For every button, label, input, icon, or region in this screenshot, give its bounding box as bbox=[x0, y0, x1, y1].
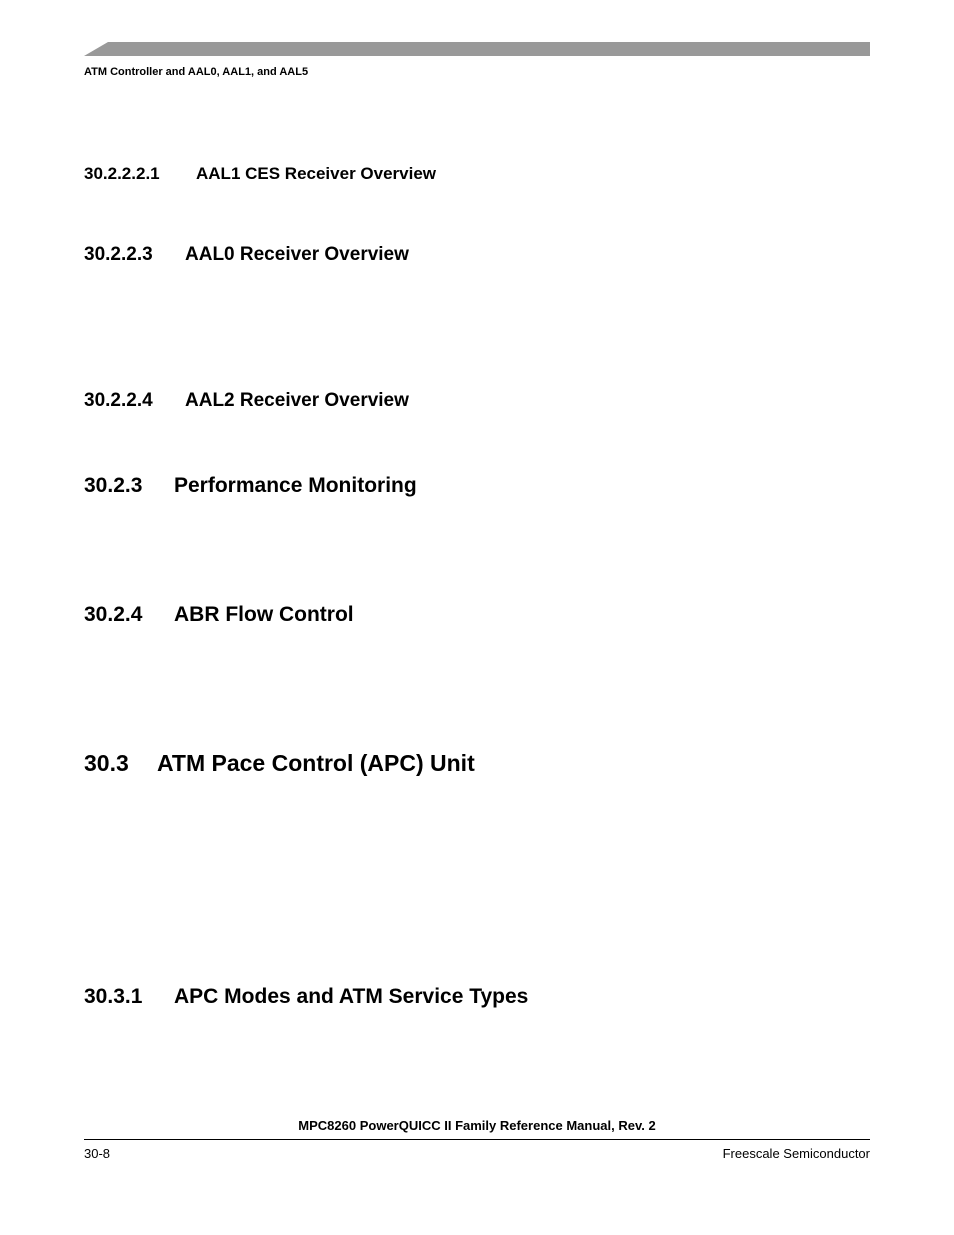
section-number: 30.2.3 bbox=[84, 474, 143, 497]
section-title: ATM Pace Control (APC) Unit bbox=[157, 750, 475, 776]
running-header: ATM Controller and AAL0, AAL1, and AAL5 bbox=[84, 66, 309, 78]
section-heading bbox=[84, 390, 409, 412]
section-title: AAL1 CES Receiver Overview bbox=[196, 164, 437, 183]
section-heading bbox=[84, 474, 417, 498]
section-heading bbox=[84, 164, 436, 184]
section-title: AAL2 Receiver Overview bbox=[185, 390, 409, 411]
chapter-section-heading bbox=[84, 750, 475, 777]
section-title: APC Modes and ATM Service Types bbox=[174, 985, 529, 1008]
publisher-name: Freescale Semiconductor bbox=[722, 1146, 870, 1161]
section-title: Performance Monitoring bbox=[174, 474, 417, 497]
footer-manual-title: MPC8260 PowerQUICC II Family Reference Manual, Rev. 2 bbox=[298, 1118, 656, 1133]
section-number: 30.2.2.3 bbox=[84, 244, 153, 265]
footer-divider bbox=[84, 1139, 870, 1140]
section-heading bbox=[84, 244, 409, 266]
section-title: ABR Flow Control bbox=[174, 603, 354, 626]
section-title: AAL0 Receiver Overview bbox=[185, 244, 409, 265]
section-heading bbox=[84, 603, 354, 627]
page-number: 30-8 bbox=[84, 1146, 111, 1161]
section-number: 30.2.2.2.1 bbox=[84, 164, 160, 183]
section-number: 30.2.2.4 bbox=[84, 390, 153, 411]
section-number: 30.3 bbox=[84, 750, 129, 776]
section-number: 30.2.4 bbox=[84, 603, 143, 626]
header-bar bbox=[84, 42, 870, 56]
section-number: 30.3.1 bbox=[84, 985, 143, 1008]
section-heading bbox=[84, 985, 528, 1009]
